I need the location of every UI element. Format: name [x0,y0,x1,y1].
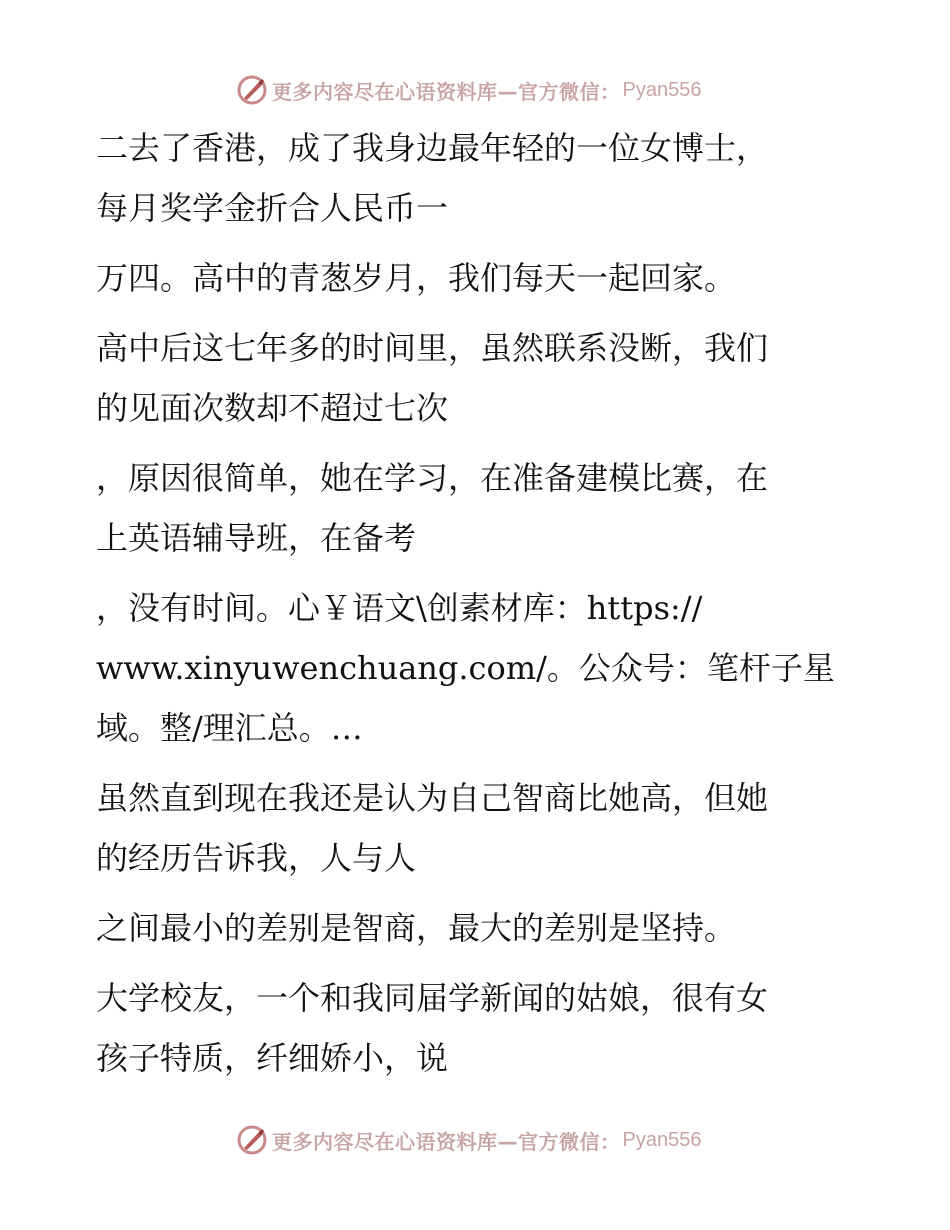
watermark-text: 更多内容尽在心语资料库—官方微信： [272,1129,621,1154]
watermark-account: Pyan556 [622,1128,702,1151]
pen-logo-icon [236,1124,268,1156]
text-line: ，没有时间。心￥语文\创素材库：https:// [96,589,703,627]
document-body [96,118,856,1098]
text-line: 二去了香港，成了我身边最年轻的一位女博士， [96,129,769,167]
paragraph [96,448,856,568]
text-line: 之间最小的差别是智商，最大的差别是坚持。 [96,909,737,947]
pen-logo-icon [236,74,268,106]
text-line: ，原因很简单，她在学习，在准备建模比赛，在 [96,459,769,497]
paragraph [96,578,856,758]
paragraph [96,118,856,238]
paragraph [96,318,856,438]
watermark-account: Pyan556 [622,78,702,101]
footer-watermark [236,1123,701,1157]
text-line: 大学校友，一个和我同届学新闻的姑娘，很有女 [96,979,769,1017]
text-line: 高中后这七年多的时间里，虽然联系没断，我们 [96,329,769,367]
paragraph [96,968,856,1088]
paragraph [96,248,856,308]
paragraph [96,768,856,888]
watermark-text: 更多内容尽在心语资料库—官方微信： [272,79,621,104]
text-line: www.xinyuwenchuang.com/。公众号：笔杆子星 [96,649,835,687]
text-line: 的见面次数却不超过七次 [96,389,449,427]
text-line: 每月奖学金折合人民币一 [96,189,449,227]
paragraph [96,898,856,958]
text-line: 上英语辅导班，在备考 [96,519,417,557]
text-line: 虽然直到现在我还是认为自己智商比她高，但她 [96,779,769,817]
header-watermark [236,73,701,107]
text-line: 万四。高中的青葱岁月，我们每天一起回家。 [96,259,737,297]
text-line: 孩子特质，纤细娇小，说 [96,1039,449,1077]
text-line: 的经历告诉我，人与人 [96,839,417,877]
text-line: 域。整/理汇总。… [96,709,363,747]
